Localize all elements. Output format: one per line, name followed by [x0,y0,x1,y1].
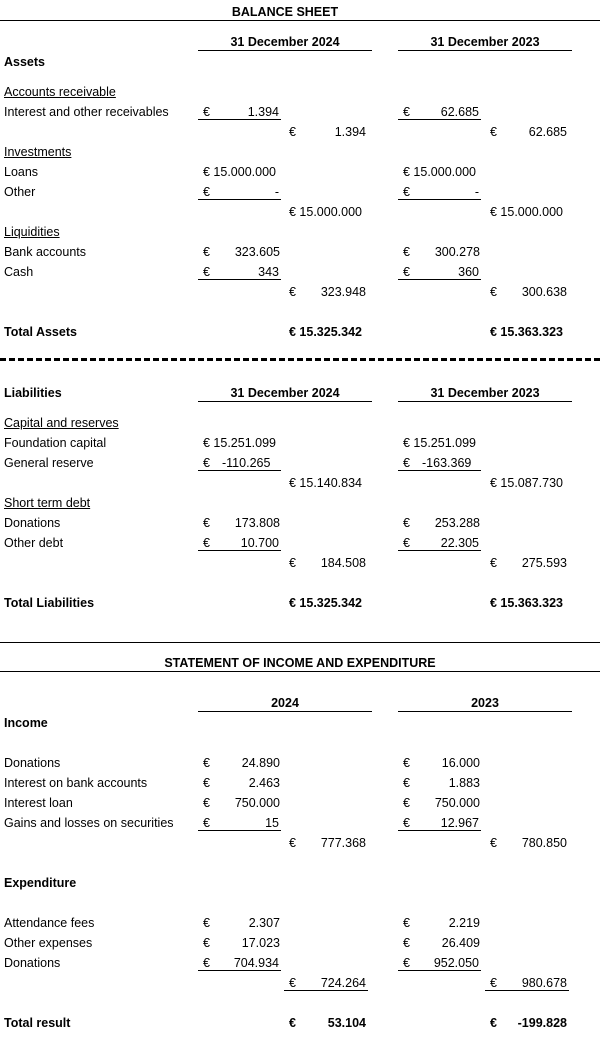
euro-sign: € [203,105,210,119]
col-header-rule [398,401,572,402]
value-2024: - [274,185,279,199]
col-header-rule [198,711,372,712]
euro-sign: € [289,556,296,570]
value-2024: 2.307 [248,916,280,930]
euro-sign: € [403,516,410,530]
value-2024: 323.605 [234,245,280,259]
col-header-2024: 31 December 2024 [230,35,340,49]
value-cell [485,976,569,991]
euro-sign: € [289,836,296,850]
expenditure-subtotal-2023: 980.678 [521,976,567,990]
row-label: Foundation capital [4,436,107,450]
euro-sign: € [490,556,497,570]
euro-sign: € [203,516,210,530]
value-2023: 952.050 [433,956,479,970]
total-liabilities-2023: € 15.363.323 [490,596,563,610]
total-assets-2023: € 15.363.323 [490,325,563,339]
euro-sign: € [490,1016,497,1030]
value-2024: 1.394 [247,105,279,119]
value-2024: 24.890 [241,756,280,770]
row-label: Other expenses [4,936,93,950]
value-cell [198,956,281,971]
row-label: Gains and losses on securities [4,816,174,830]
value-2024: 17.023 [241,936,280,950]
euro-sign: € [289,285,296,299]
euro-sign: € [403,185,410,199]
subtotal-2024: € 15.140.834 [289,476,362,490]
value-2023: 300.278 [434,245,480,259]
euro-sign: € [403,105,410,119]
value-2024: € 15.251.099 [203,436,276,450]
value-2023: 253.288 [434,516,480,530]
income-subtotal-2024: 777.368 [320,836,366,850]
title-rule [0,671,600,672]
col-header-2023: 31 December 2023 [430,386,540,400]
col-header-2023: 31 December 2023 [430,35,540,49]
expenditure-heading: Expenditure [4,876,77,890]
row-label: Bank accounts [4,245,86,259]
value-cell [198,265,281,280]
euro-sign: € [490,285,497,299]
value-2024: -110.265 [222,456,271,470]
subtotal-2024: 323.948 [320,285,366,299]
value-2024: 10.700 [240,536,279,550]
section-heading: Investments [4,145,72,159]
value-2023: € 15.000.000 [403,165,476,179]
balance-sheet-title: BALANCE SHEET [231,5,339,19]
income-statement-title: STATEMENT OF INCOME AND EXPENDITURE [164,656,436,670]
expenditure-subtotal-2024: 724.264 [320,976,366,990]
euro-sign: € [289,976,296,990]
euro-sign: € [203,816,210,830]
value-2023: 26.409 [441,936,480,950]
euro-sign: € [203,796,210,810]
subtotal-2023: 62.685 [528,125,567,139]
euro-sign: € [203,756,210,770]
euro-sign: € [403,816,410,830]
value-2023: 360 [458,265,479,279]
value-cell [398,536,481,551]
row-label: Loans [4,165,39,179]
income-subtotal-2023: 780.850 [521,836,567,850]
euro-sign: € [203,776,210,790]
euro-sign: € [289,125,296,139]
euro-sign: € [490,976,497,990]
euro-sign: € [203,265,210,279]
section-divider [0,358,600,361]
value-2023: 12.967 [440,816,479,830]
section-heading: Capital and reserves [4,416,119,430]
value-2023: 750.000 [434,796,480,810]
total-result-2023: -199.828 [517,1016,567,1030]
title-rule [0,20,600,21]
subtotal-2023: € 15.000.000 [490,205,563,219]
value-cell [398,265,481,280]
row-label: Attendance fees [4,916,95,930]
row-label: Interest and other receivables [4,105,169,119]
value-cell [198,105,281,120]
col-header-rule [398,50,572,51]
value-2023: -163.369 [422,456,472,470]
subtotal-2024: 1.394 [334,125,366,139]
euro-sign: € [403,456,410,470]
value-cell [198,536,281,551]
row-label: Interest on bank accounts [4,776,148,790]
value-cell [284,976,368,991]
col-header-2023: 2023 [471,696,499,710]
value-cell [198,456,281,471]
euro-sign: € [203,956,210,970]
value-cell [198,185,281,200]
euro-sign: € [203,916,210,930]
euro-sign: € [403,245,410,259]
value-2023: 2.219 [448,916,480,930]
total-result-2024: 53.104 [327,1016,366,1030]
euro-sign: € [403,936,410,950]
subtotal-2023: € 15.087.730 [490,476,563,490]
value-cell [398,456,481,471]
assets-heading: Assets [4,55,45,69]
value-2023: 16.000 [441,756,480,770]
euro-sign: € [403,956,410,970]
euro-sign: € [403,756,410,770]
euro-sign: € [203,936,210,950]
total-liabilities-2024: € 15.325.342 [289,596,362,610]
col-header-2024: 2024 [271,696,299,710]
income-heading: Income [4,716,48,730]
euro-sign: € [403,776,410,790]
row-label: Interest loan [4,796,73,810]
euro-sign: € [403,796,410,810]
euro-sign: € [490,836,497,850]
value-2024: 704.934 [233,956,279,970]
total-result-label: Total result [4,1016,71,1030]
value-2023: 22.305 [440,536,479,550]
value-2024: 15 [265,816,279,830]
row-label: Donations [4,956,61,970]
total-liabilities-label: Total Liabilities [4,596,95,610]
total-assets-2024: € 15.325.342 [289,325,362,339]
subtotal-2023: 275.593 [521,556,567,570]
value-2023: - [474,185,479,199]
value-cell [398,185,481,200]
subtotal-2024: € 15.000.000 [289,205,362,219]
value-2024: 343 [258,265,279,279]
value-cell [398,816,481,831]
value-2023: € 15.251.099 [403,436,476,450]
value-2023: 1.883 [448,776,480,790]
section-heading: Short term debt [4,496,91,510]
euro-sign: € [403,916,410,930]
euro-sign: € [403,265,410,279]
row-label: Other [4,185,36,199]
col-header-rule [198,401,372,402]
row-label: Donations [4,756,61,770]
section-heading: Accounts receivable [4,85,116,99]
euro-sign: € [203,185,210,199]
euro-sign: € [289,1016,296,1030]
col-header-2024: 31 December 2024 [230,386,340,400]
liabilities-heading: Liabilities [4,386,62,400]
value-2024: € 15.000.000 [203,165,276,179]
euro-sign: € [403,536,410,550]
row-label: Cash [4,265,34,279]
value-2024: 173.808 [234,516,280,530]
total-assets-label: Total Assets [4,325,77,339]
section-rule [0,642,600,643]
value-2024: 750.000 [234,796,280,810]
subtotal-2024: 184.508 [320,556,366,570]
euro-sign: € [203,456,210,470]
value-cell [198,816,281,831]
section-heading: Liquidities [4,225,60,239]
row-label: Donations [4,516,61,530]
row-label: General reserve [4,456,94,470]
euro-sign: € [203,245,210,259]
value-cell [398,956,481,971]
euro-sign: € [203,536,210,550]
col-header-rule [198,50,372,51]
col-header-rule [398,711,572,712]
value-2023: 62.685 [440,105,479,119]
row-label: Other debt [4,536,64,550]
euro-sign: € [490,125,497,139]
value-2024: 2.463 [248,776,280,790]
subtotal-2023: 300.638 [521,285,567,299]
value-cell [398,105,481,120]
